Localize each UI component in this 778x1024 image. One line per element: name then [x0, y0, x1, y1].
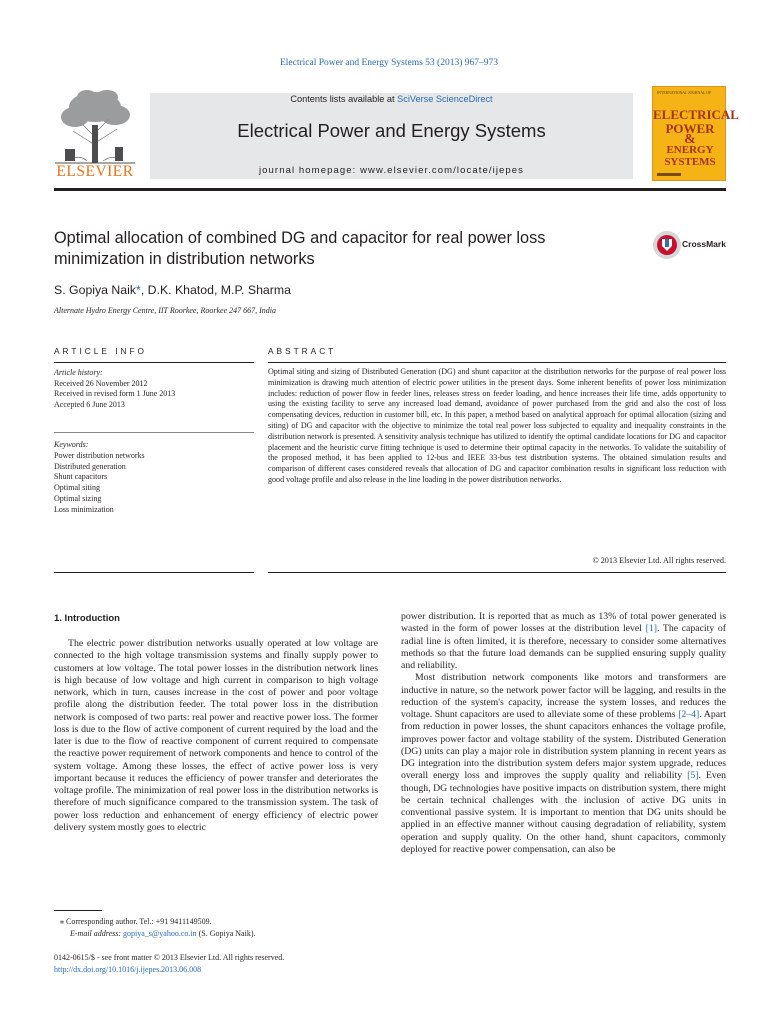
abstract-text: Optimal siting and sizing of Distributed Generation (DG) and shunt capacitor at the distribution networks for the purpose of real power loss minimization is drawing much attention of electric power utilities in the present days. Some inherent benefits of power loss minimization includes: reduction of power flow in feeder lines, releases stress on feeder loading, and hence increases their life time, adds opportunity to using the existing facility to serve any increased load demand, avoidance of power purchased from the grid and also the cost of loss compensating devices, reduction in customer bill, etc. In this paper, a method based on analytical approach for optimal allocation (sizing and siting) of DG and capacitor with the objective to minimize the total real power loss subjected to equality and inequality constraints in the distribution network is presented. A sensitivity analysis technique has utilized to identify the optimal candidate locations for DG and capacitor placement and the heuristic curve fitting technique is used to determine their optimal capacity in the networks. To validate the suitability of the proposed method, it has been applied to 12-bus and IEEE 33-bus test distribution systems. The obtained simulation results and comparison of different cases considered reveals that allocation of DG and capacitor combination results in significant loss reduction with good voltage profile and also release in the line loading in the power distribution networks. — [268, 367, 726, 484]
contents-line — [150, 94, 633, 104]
divider — [54, 572, 254, 573]
sciencedirect-link[interactable]: SciVerse ScienceDirect — [397, 94, 493, 104]
article-info-heading: ARTICLE INFO — [54, 346, 148, 356]
keyword-item: Optimal siting — [54, 483, 100, 493]
cover-line: POWER — [665, 121, 715, 136]
crossmark-label[interactable]: CrossMark — [682, 239, 726, 249]
email-link[interactable]: gopiya_s@yahoo.co.in — [123, 929, 197, 938]
cover-logo-bar — [657, 173, 681, 176]
cover-line: ELECTRICAL — [653, 107, 739, 122]
abstract-heading: ABSTRACT — [268, 346, 337, 356]
email-line — [54, 928, 384, 940]
cover-small-text: INTERNATIONAL JOURNAL OF — [657, 91, 712, 95]
affiliation: Alternate Hydro Energy Centre, IIT Roorkee, Roorkee 247 667, India — [54, 306, 277, 315]
keywords-block — [54, 440, 254, 516]
issn-line: 0142-0615/$ - see front matter © 2013 Elsevier Ltd. All rights reserved. — [54, 953, 285, 962]
journal-cover-image[interactable] — [652, 86, 739, 181]
keywords-label: Keywords: — [54, 440, 89, 449]
history-item: Received 26 November 2012 — [54, 378, 148, 388]
text-run: power distribution. It is reported that as much as 13% of total power generated is wasted in the form of power losses at the distribution level — [401, 611, 726, 635]
authors-line — [54, 283, 291, 297]
history-item: Accepted 6 June 2013 — [54, 399, 125, 409]
divider — [54, 432, 254, 433]
bottom-info — [54, 952, 284, 976]
body-column-left — [54, 638, 378, 898]
history-item: Received in revised form 1 June 2013 — [54, 389, 176, 398]
elsevier-wordmark: ELSEVIER — [56, 163, 134, 180]
text-run: . The capacity of radial line is often limited, it is therefore, necessary to consider some alternatives methods so that the future load demands can be supplied ensuring supply quality and reliability. — [401, 623, 726, 671]
doi-link[interactable]: http://dx.doi.org/10.1016/j.ijepes.2013.06.008 — [54, 965, 202, 974]
journal-title: Electrical Power and Energy Systems — [237, 120, 546, 141]
paragraph — [401, 672, 726, 856]
journal-reference-link[interactable]: Electrical Power and Energy Systems 53 (2013) 967–973 — [279, 58, 499, 68]
cover-line: SYSTEMS — [664, 156, 716, 168]
citation-link[interactable]: [2–4] — [678, 709, 700, 720]
journal-homepage-link[interactable]: journal homepage: www.elsevier.com/locate/ijepes — [258, 165, 525, 176]
divider — [54, 362, 254, 363]
divider — [268, 572, 726, 573]
cover-line: ENERGY — [666, 144, 714, 156]
email-label: E-mail address: — [70, 929, 124, 938]
abstract-copyright: © 2013 Elsevier Ltd. All rights reserved. — [592, 556, 726, 565]
citation-link[interactable]: [1] — [645, 623, 657, 635]
corresponding-author-note: ⁎ Corresponding author. Tel.: +91 9411149509. — [60, 917, 212, 926]
keyword-item: Shunt capacitors — [54, 472, 108, 482]
section-heading-introduction: 1. Introduction — [54, 613, 120, 624]
citation-link[interactable]: [5] — [687, 770, 699, 782]
keyword-item: Distributed generation — [54, 461, 126, 471]
footnote-divider — [54, 910, 102, 911]
paragraph — [401, 611, 726, 672]
other-authors: , D.K. Khatod, M.P. Sharma — [140, 283, 291, 297]
author-name[interactable]: S. Gopiya Naik — [54, 283, 137, 297]
paper-title: Optimal allocation of combined DG and capacitor for real power loss minimization in distribution networks — [54, 229, 546, 268]
divider — [268, 362, 726, 363]
crossmark-icon — [652, 230, 682, 260]
paragraph: The electric power distribution networks usually operated at low voltage are connected to the high voltage transmission systems and finally supply power to customers at low voltage. The total power losses in the distribution network lines is high because of low voltage and high current in comparison to high voltage network, which in turn, causes increase in the cost of power and poor voltage profile along the distribution feeder. The total power loss in the distribution network is composed of two parts: real power and reactive power loss. The former loss is due to the flow of active component of current required by the load and the later is due to the flow of reactive component of current required to compensate the reactive power requirement of network components and hence to control of the system voltage. Among these losses, the effect of active power loss is very important because it reduces the efficiency of power transfer and deteriorates the voltage profile. The minimization of real power loss in the distribution networks is therefore of much significance compared to the transmission system. The task of power loss reduction and enhancement of energy efficiency of electric power delivery system mostly goes to electric — [54, 638, 378, 833]
cover-line: & — [684, 132, 696, 147]
keyword-item: Optimal sizing — [54, 493, 102, 503]
corresponding-author-link[interactable]: * — [136, 283, 141, 297]
contents-prefix: Contents lists available at — [290, 94, 398, 104]
text-run: . Apart from reduction in power losses, the shunt capacitors enhances the voltage profile, improves power factor and voltage stability of the system. Distributed Generation (DG) units can play a major role in distribution system planning in recent years as DG integration into the distribution system defers major system upgrade, reduces overall energy loss and improves the supply quality and reliability — [401, 709, 726, 782]
history-label: Article history: — [54, 368, 103, 377]
text-run: . Even though, DG technologies have positive impacts on distribution system, there might be certain technical challenges with the inclusion of active DG units in conventional passive system. It is important to mention that DG units should be applied in an effective manner without causing degradation of reliability, system operation and supply quality. On the other hand, shunt capacitors, commonly deployed for reactive power compensation, can also be — [401, 770, 726, 855]
body-column-right — [401, 611, 726, 936]
text-run: Most distribution network components like motors and transformers are inductive in nature, so the network power factor will be lagging, and results in the reduction of the system's capacity, increase the system losses, and reduces the voltage. Shunt capacitors are used to alleviate some of these problems — [401, 672, 726, 720]
header-divider — [54, 188, 726, 191]
article-history — [54, 368, 254, 410]
footnote — [54, 916, 384, 940]
keyword-item: Power distribution networks — [54, 450, 145, 460]
email-suffix: (S. Gopiya Naik). — [196, 929, 256, 938]
keyword-item: Loss minimization — [54, 504, 114, 514]
